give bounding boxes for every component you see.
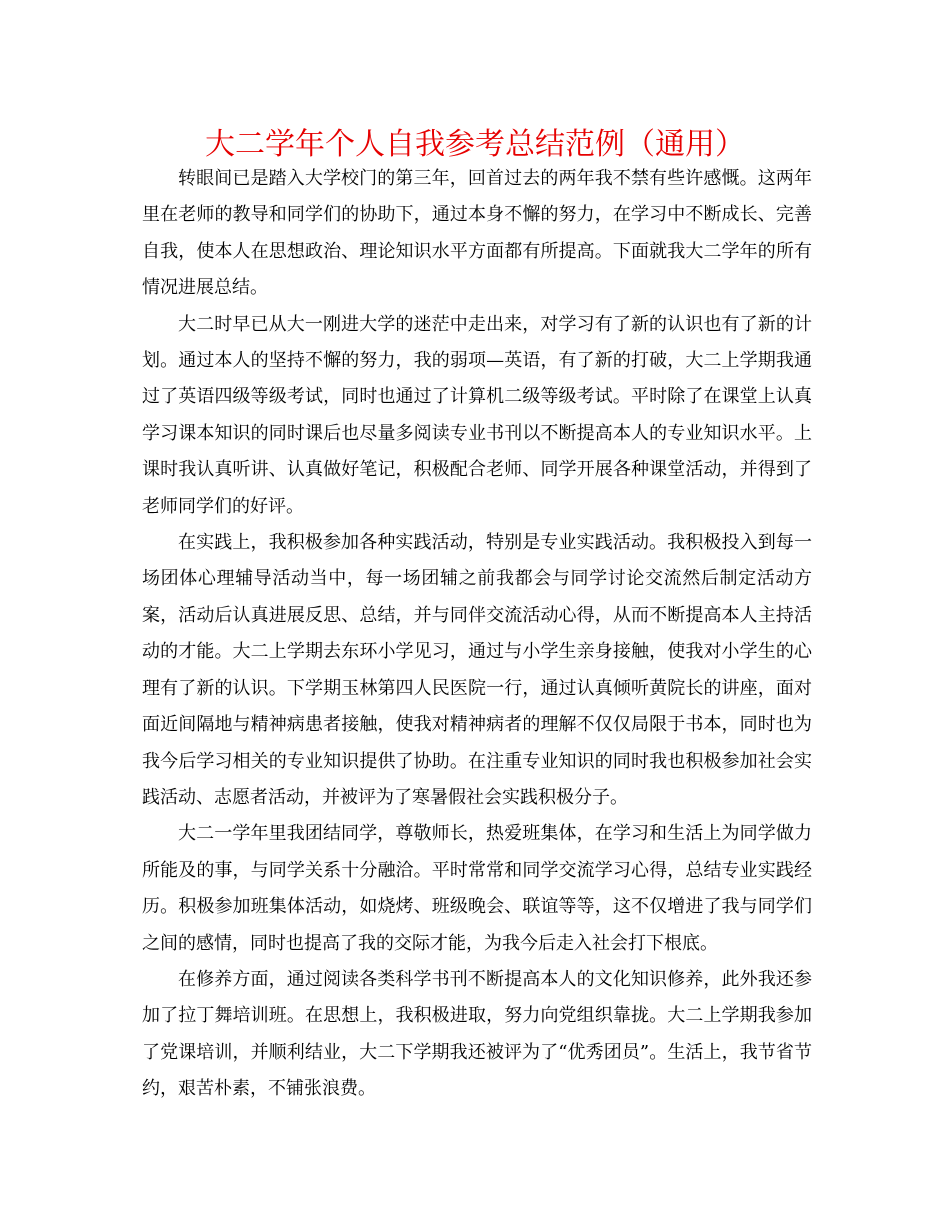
paragraph-5: 在修养方面，通过阅读各类科学书刊不断提高本人的文化知识修养，此外我还参加了拉丁舞培训班。在思想上，我积极进取，努力向党组织靠拢。大二上学期我参加了党课培训，并顺利结业，大二下学期我还被评为了“优秀团员”。生活上，我节省节约，艰苦朴素，不铺张浪费。 [142,968,812,1100]
document-title: 大二学年个人自我参考总结范例（通用） [205,127,745,162]
paragraph-4: 大二一学年里我团结同学，尊敬师长，热爱班集体，在学习和生活上为同学做力所能及的事，与同学关系十分融洽。平时常常和同学交流学习心得，总结专业实践经历。积极参加班集体活动，如烧烤、班级晚会、联谊等等，这不仅增进了我与同学们之间的感情，同时也提高了我的交际才能，为我今后走入社会打下根底。 [142,823,812,954]
document-body [142,161,812,1108]
paragraph-1: 转眼间已是踏入大学校门的第三年，回首过去的两年我不禁有些许感慨。这两年里在老师的教导和同学们的协助下，通过本身不懈的努力，在学习中不断成长、完善自我，使本人在思想政治、理论知识水平方面都有所提高。下面就我大二学年的所有情况进展总结。 [142,168,812,299]
paragraph-3: 在实践上，我积极参加各种实践活动，特别是专业实践活动。我积极投入到每一场团体心理辅导活动当中，每一场团辅之前我都会与同学讨论交流然后制定活动方案，活动后认真进展反思、总结，并与同伴交流活动心得，从而不断提高本人主持活动的才能。大二上学期去东环小学见习，通过与小学生亲身接触，使我对小学生的心理有了新的认识。下学期玉林第四人民医院一行，通过认真倾听黄院长的讲座，面对面近间隔地与精神病患者接触，使我对精神病者的理解不仅仅局限于书本，同时也为我今后学习相关的专业知识提供了协助。在注重专业知识的同时我也积极参加社会实践活动、志愿者活动，并被评为了寒暑假社会实践积极分子。 [142,532,812,808]
paragraph-2: 大二时早已从大一刚进大学的迷茫中走出来，对学习有了新的认识也有了新的计划。通过本人的坚持不懈的努力，我的弱项—英语，有了新的打破，大二上学期我通过了英语四级等级考试，同时也通过了计算机二级等级考试。平时除了在课堂上认真学习课本知识的同时课后也尽量多阅读专业书刊以不断提高本人的专业知识水平。上课时我认真听讲、认真做好笔记，积极配合老师、同学开展各种课堂活动，并得到了老师同学们的好评。 [142,313,812,517]
